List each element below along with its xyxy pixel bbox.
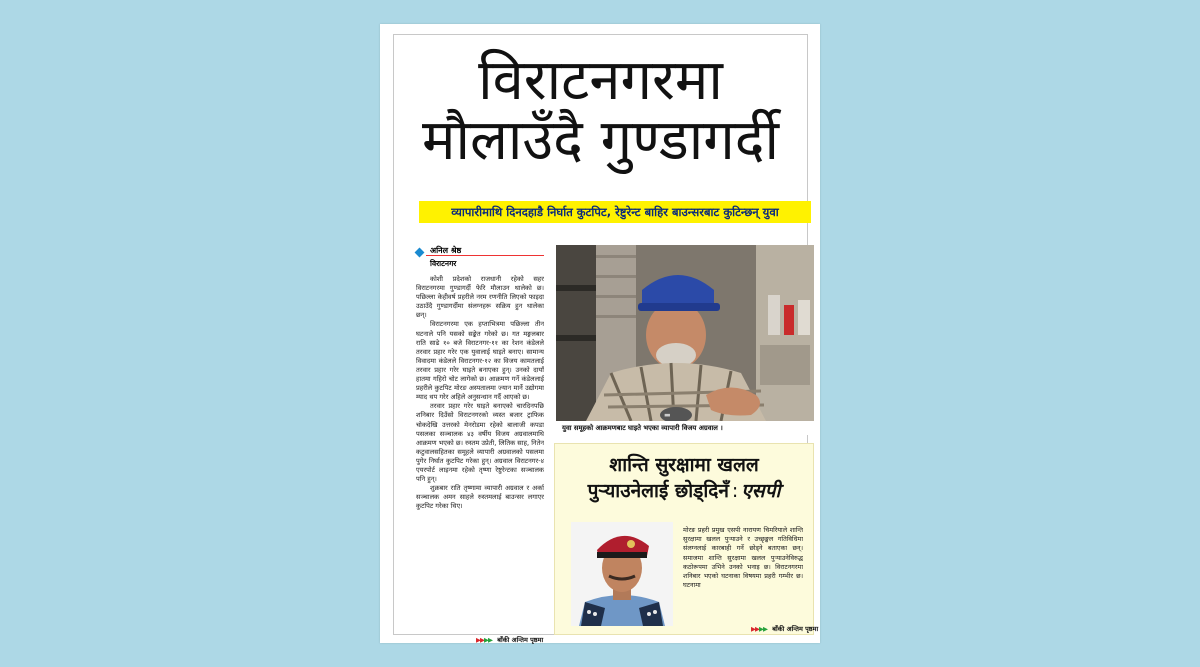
continue-arrows-icon: ▶▶▶▶: [476, 636, 492, 644]
sidebar-text: मोरङ प्रहरी प्रमुख एसपी नारायण चिमरियाले शान्ति सुरक्षामा खलल पुऱ्याउने र उच्छृङ्खल गतिविधिमा संलग्नलाई कारबाही गर्ने छोड्ने बताएका छन्। समाजमा शान्ति सुरक्षामा खलल पुऱ्याउनेविरुद्ध कठोरूपमा उभिने उनको भनाइ छ। विराटनगरमा शनिबार भएको घटनाका विषयमा प्रहरी गम्भीर छ। घटनामा: [683, 526, 803, 590]
police-officer-image: [571, 522, 673, 626]
headline-line-1: विराटनगरमा: [478, 48, 723, 113]
newspaper-page: [380, 24, 820, 643]
strapline: व्यापारीमाथि दिनदहाडै निर्घात कुटपिट, रेष्टुरेन्ट बाहिर बाउन्सरबाट कुटिन्छन् युवा: [419, 201, 811, 223]
article-body: [416, 275, 544, 629]
sidebar-headline-line-1: शान्ति सुरक्षामा खलल: [609, 454, 759, 476]
sidebar-continued: [751, 624, 818, 633]
merchant-photo-image: [556, 245, 814, 421]
article-paragraph: तरवार प्रहार गरेर घाइते बनाएको चारदिनपछि शनिबार दिउँसो विराटनगरको व्यस्त बजार ट्राफिक चोकदेखि उत्तरको मेनरोडमा रहेको बालाजी कपडा पसलका सञ्चालक ४३ वर्षीय विजय अग्रवालमाथि आक्रमण भएको छ। रुस्तम उप्रेती, लितिक साह, नितेन कटुवालसहितका समूहले व्यापारी अग्रवालको पसलमा पुगेर निर्घात कुटपिट गरेका हुन्। अग्रवाल विराटनगर-४ एयरपोर्ट लाइनमा रहेको तृष्णा रेष्टुरेन्टका सञ्चालक पनि हुन्।: [416, 402, 544, 484]
byline-place: विराटनगर: [430, 259, 457, 268]
article-paragraph: कोशी प्रदेशको राजधानी रहेको सहर विराटनगरमा गुण्डागर्दी फेरि मौलाउन थालेको छ। पछिल्ला केहीवर्ष प्रहरीले नरम रणनीति लिएको फाइदा उठाउँदै गुण्डागर्दीमा संलग्नहरू सक्रिय हुन थालेका छन्।: [416, 275, 544, 320]
headline-line-2: मौलाउँदै गुण्डागर्दी: [421, 108, 780, 173]
byline-rule: [426, 255, 544, 256]
byline-diamond-icon: [415, 248, 425, 258]
article-paragraph: शुक्रबार राति तृष्णामा व्यापारी अग्रवाल र अर्का सञ्चालक अमन साहले रुस्तमलाई बाउन्सर लगाएर कुटपिट गरेका थिए।: [416, 484, 544, 511]
article-paragraph: विराटनगरमा एक हप्ताभित्रमा पछिल्ला तीन घटनाले पनि यसको सङ्केत गरेको छ। गत मङ्गलबार राति साढे १० बजे विराटनगर-११ का रेशन कंडेलले तरवार प्रहार गरेर एक युवालाई घाइते बनाए। सामान्य विवादमा कंडेलले विराटनगर-१२ का विजय कामतलाई तरवार प्रहार गरेर घाइते बनाएका हुन्। उनको दायाँ हातमा गहिरो चोट लागेको छ। आक्रमण गर्ने कंडेललाई प्रहरीले कुटपिट मोरङ अस्पतालमा ज्यान मार्ने उद्योगमा म्याद थप गरेर अहिले अनुसन्धान गर्दै आएको छ।: [416, 320, 544, 402]
byline-author: अनिल श्रेष्ठ: [430, 246, 462, 255]
sidebar-box: [554, 443, 819, 635]
sidebar-headline-speaker: एसपी: [741, 480, 781, 502]
photo-caption: युवा समूहको आक्रमणबाट घाइते भएका व्यापारी विजय अग्रवाल ।: [556, 421, 814, 435]
sidebar-headline-line-2: [555, 482, 813, 501]
article-continued: [476, 635, 543, 644]
merchant-photo: [556, 245, 814, 421]
svg-text:▬: ▬: [664, 411, 671, 419]
continue-arrows-icon: ▶▶▶▶: [751, 625, 767, 633]
police-officer-photo: [571, 522, 673, 626]
sidebar-continued-label: बाँकी अन्तिम पृष्ठमा: [772, 625, 819, 633]
sidebar-headline-separator: :: [731, 480, 739, 502]
page-inner-frame: [393, 34, 819, 644]
sidebar-headline-main: पुऱ्याउनेलाई छोड्दिनँ: [587, 480, 729, 502]
article-continued-label: बाँकी अन्तिम पृष्ठमा: [497, 636, 544, 644]
